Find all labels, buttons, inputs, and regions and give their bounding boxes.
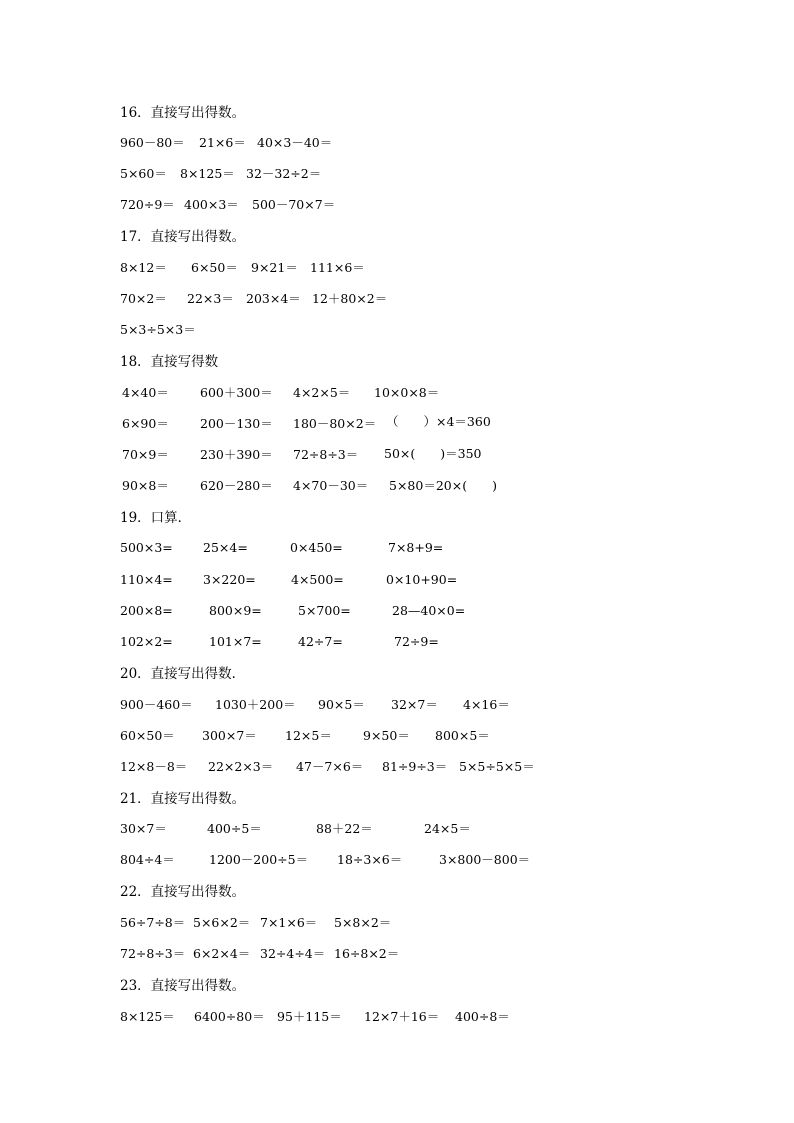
problem: 4×70－30＝ [293,478,369,493]
problem: 32×7＝ [391,697,438,712]
problem: 4×2×5＝ [293,385,351,400]
problem: 500×3= [120,540,173,555]
problem: 30×7＝ [120,821,167,836]
problem: 800×5＝ [435,728,490,743]
problem: 4×16＝ [463,697,510,712]
problem: 16÷8×2＝ [334,946,400,961]
problem: 21×6＝ [199,135,246,150]
problem: 5×60＝ [120,166,167,181]
problem: 95＋115＝ [277,1009,342,1024]
problem: 9×50＝ [363,728,410,743]
problem: 56÷7÷8＝ [120,915,186,930]
problem: 500－70×7＝ [252,197,336,212]
problem: 200×8= [120,603,173,618]
problem: 12＋80×2＝ [312,291,388,306]
problem: 0×10+90= [386,572,458,587]
problem: 6×2×4＝ [193,946,251,961]
problem: 400÷8＝ [455,1009,510,1024]
problem: 10×0×8＝ [374,385,440,400]
problem: 8×125＝ [180,166,235,181]
problem: 6400÷80＝ [194,1009,265,1024]
problem: 81÷9÷3＝ [382,759,448,774]
problem: 24×5＝ [424,821,471,836]
problem: 4×500= [291,572,344,587]
problem: 203×4＝ [246,291,301,306]
section-23-heading: 23．直接写出得数。 [120,978,246,994]
problem: 400÷5＝ [207,821,262,836]
problem: 230＋390＝ [200,447,273,462]
problem: 32－32÷2＝ [246,166,322,181]
problem: 4×40＝ [122,385,169,400]
problem: 8×12＝ [120,260,167,275]
problem: 50×( )＝350 [384,446,482,461]
problem: 3×800－800＝ [439,852,531,867]
problem: 5×5÷5×5＝ [459,759,535,774]
problem: （ ）×4＝360 [386,414,491,429]
problem: 5×700= [298,603,351,618]
problem: 47－7×6＝ [296,759,364,774]
problem: 7×1×6＝ [260,915,318,930]
problem: 110×4= [120,572,173,587]
section-20-heading: 20．直接写出得数． [120,666,246,682]
section-18-heading: 18．直接写得数 [120,354,219,370]
problem: 8×125＝ [120,1009,175,1024]
problem: 70×2＝ [120,291,167,306]
problem: 22×2×3＝ [208,759,274,774]
problem: 7×8+9= [388,540,444,555]
problem: 300×7＝ [202,728,257,743]
problem: 90×5＝ [318,697,365,712]
problem: 800×9= [209,603,262,618]
problem: 42÷7= [298,634,343,649]
problem: 72÷9= [394,634,439,649]
problem: 5×3÷5×3＝ [120,322,196,337]
problem: 18÷3×6＝ [337,852,403,867]
problem: 0×450= [290,540,343,555]
problem: 9×21＝ [251,260,298,275]
problem: 180－80×2＝ [293,416,377,431]
problem: 101×7= [209,634,262,649]
problem: 5×80＝20×( ) [389,478,497,493]
section-22-heading: 22．直接写出得数。 [120,884,246,900]
problem: 1030＋200＝ [215,697,296,712]
problem: 22×3＝ [187,291,234,306]
problem: 12×7＋16＝ [364,1009,440,1024]
problem: 720÷9＝ [120,197,175,212]
problem: 960－80＝ [120,135,185,150]
problem: 12×5＝ [285,728,332,743]
problem: 25×4= [203,540,248,555]
problem: 620－280＝ [200,478,273,493]
problem: 102×2= [120,634,173,649]
problem: 3×220= [203,572,256,587]
problem: 90×8＝ [122,478,169,493]
problem: 400×3＝ [184,197,239,212]
problem: 111×6＝ [310,260,365,275]
section-16-heading: 16．直接写出得数。 [120,105,246,121]
problem: 6×90＝ [122,416,169,431]
problem: 600＋300＝ [200,385,273,400]
problem: 1200－200÷5＝ [209,852,309,867]
problem: 88＋22＝ [316,821,373,836]
problem: 70×9＝ [122,447,169,462]
section-17-heading: 17．直接写出得数。 [120,229,246,245]
problem: 804÷4＝ [120,852,175,867]
problem: 5×6×2＝ [193,915,251,930]
section-19-heading: 19．口算． [120,510,192,526]
section-21-heading: 21．直接写出得数。 [120,791,246,807]
problem: 28—40×0= [392,603,466,618]
problem: 60×50＝ [120,728,175,743]
problem: 32÷4÷4＝ [260,946,326,961]
problem: 200－130＝ [200,416,273,431]
problem: 40×3－40＝ [257,135,333,150]
problem: 12×8－8＝ [120,759,188,774]
problem: 900－460＝ [120,697,193,712]
problem: 72÷8÷3＝ [120,946,186,961]
problem: 72÷8÷3＝ [293,447,359,462]
problem: 5×8×2＝ [334,915,392,930]
problem: 6×50＝ [191,260,238,275]
